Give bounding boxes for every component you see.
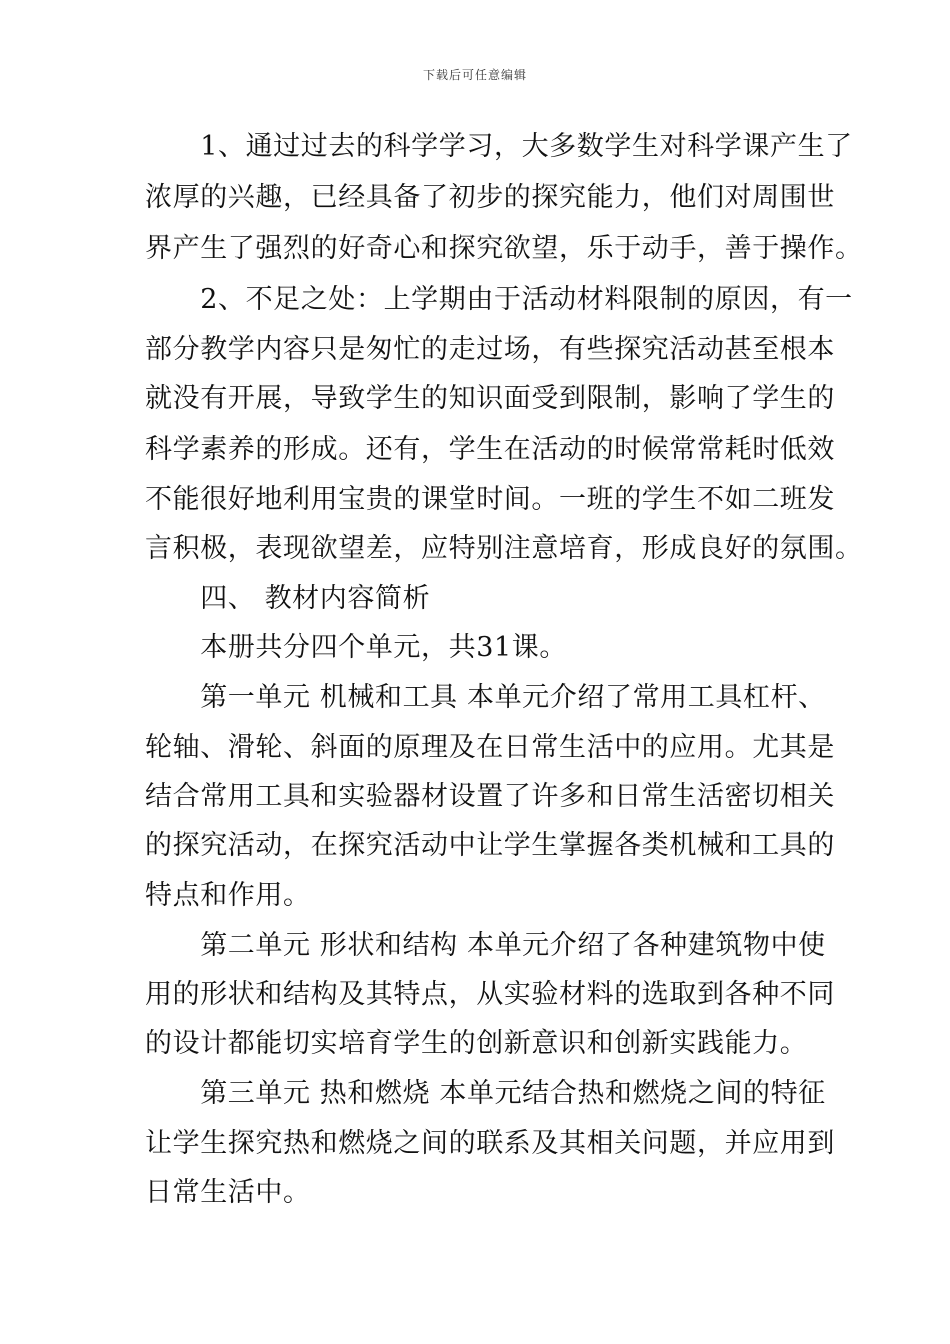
body-line: 科学素养的形成。还有，学生在活动的时候常常耗时低效 <box>145 434 835 465</box>
body-line: 第二单元 形状和结构 本单元介绍了各种建筑物中使 <box>145 930 826 961</box>
page-header: 下载后可任意编辑 <box>422 68 527 82</box>
body-line: 2、不足之处：上学期由于活动材料限制的原因，有一 <box>145 284 853 315</box>
body-line: 部分教学内容只是匆忙的走过场，有些探究活动甚至根本 <box>145 334 835 365</box>
body-line: 轮轴、滑轮、斜面的原理及在日常生活中的应用。尤其是 <box>145 732 835 763</box>
body-line: 用的形状和结构及其特点，从实验材料的选取到各种不同 <box>145 979 835 1010</box>
section-heading: 四、 教材内容简析 <box>145 583 431 614</box>
body-line: 的设计都能切实培育学生的创新意识和创新实践能力。 <box>145 1028 808 1059</box>
body-line: 浓厚的兴趣，已经具备了初步的探究能力，他们对周围世 <box>145 182 835 213</box>
body-line: 不能很好地利用宝贵的课堂时间。一班的学生不如二班发 <box>145 484 835 515</box>
body-line: 第三单元 热和燃烧 本单元结合热和燃烧之间的特征 <box>145 1078 826 1109</box>
body-line: 特点和作用。 <box>145 880 311 911</box>
body-line: 让学生探究热和燃烧之间的联系及其相关问题，并应用到 <box>145 1128 835 1159</box>
body-line: 的探究活动，在探究活动中让学生掌握各类机械和工具的 <box>145 830 835 861</box>
body-line: 第一单元 机械和工具 本单元介绍了常用工具杠杆、 <box>145 682 826 713</box>
body-line: 1、通过过去的科学学习，大多数学生对科学课产生了 <box>145 131 853 162</box>
body-line: 就没有开展，导致学生的知识面受到限制，影响了学生的 <box>145 383 835 414</box>
body-line: 本册共分四个单元，共31课。 <box>145 632 567 663</box>
body-line: 日常生活中。 <box>145 1177 311 1208</box>
body-line: 结合常用工具和实验器材设置了许多和日常生活密切相关 <box>145 781 835 812</box>
body-line: 界产生了强烈的好奇心和探究欲望，乐于动手，善于操作。 <box>145 233 863 264</box>
body-line: 言积极，表现欲望差，应特别注意培育，形成良好的氛围。 <box>145 533 863 564</box>
